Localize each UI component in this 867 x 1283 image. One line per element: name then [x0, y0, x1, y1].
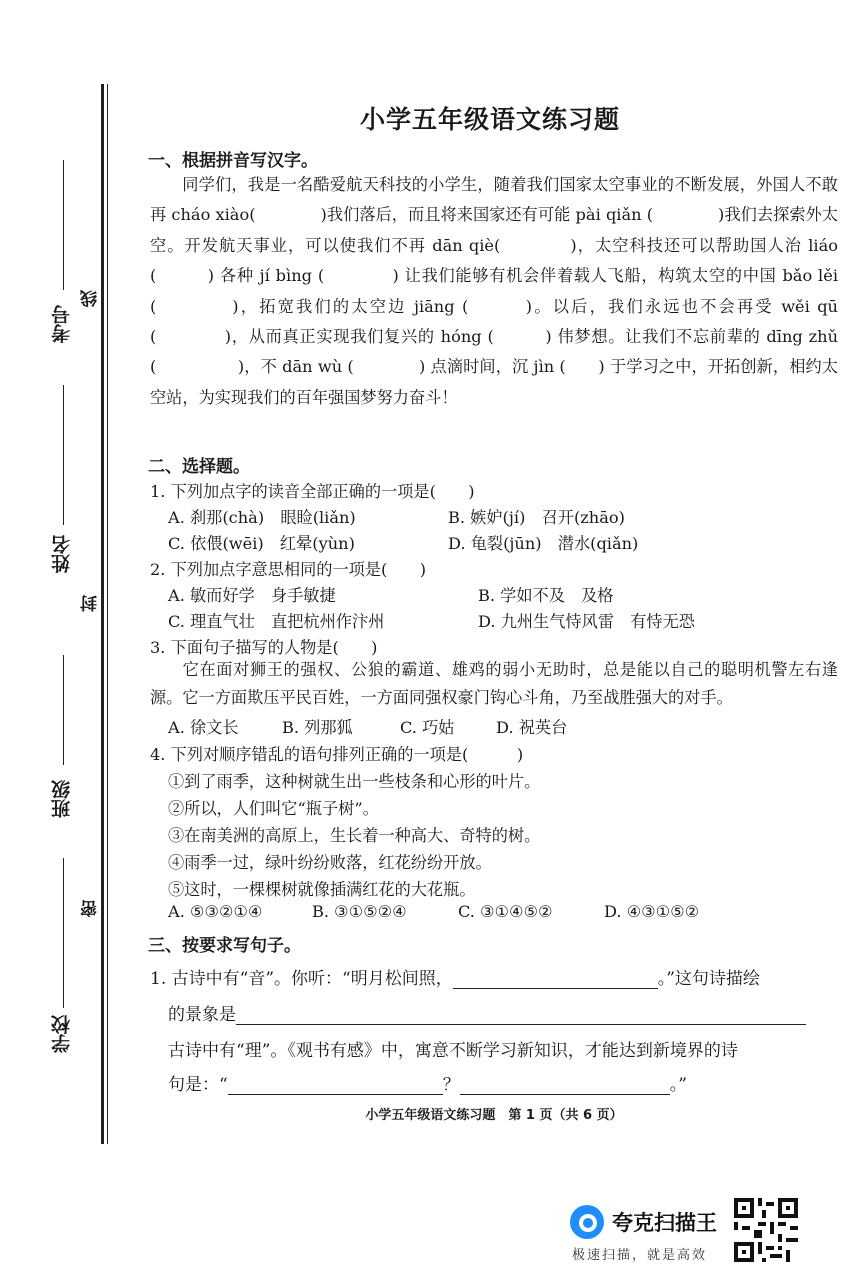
- section2-heading: 二、选择题。: [148, 457, 250, 477]
- seal-mi-char: 密: [81, 900, 101, 917]
- school-field[interactable]: [63, 858, 64, 1008]
- q4-sentence-2: ②所以，人们叫它“瓶子树”。: [168, 799, 379, 818]
- qr-code-icon: [734, 1198, 798, 1262]
- q4-stem: 4. 下列对顺序错乱的语句排列正确的一项是( ): [150, 745, 524, 764]
- section1-paragraph: [150, 170, 838, 413]
- poem-blank-3[interactable]: [460, 1076, 670, 1095]
- s3-line4: [168, 1070, 687, 1095]
- class-label: 班级: [51, 780, 73, 818]
- s3-line2-label: 的景象是: [168, 1005, 236, 1025]
- name-field[interactable]: [63, 385, 64, 525]
- q3-option-c[interactable]: C. 巧姑: [400, 718, 455, 737]
- q4-sentence-4: ④雨季一过，绿叶纷纷败落，红花纷纷开放。: [168, 853, 492, 872]
- class-field[interactable]: [63, 655, 64, 765]
- q3-stem: 3. 下面句子描写的人物是( ): [150, 638, 378, 657]
- q2-option-d[interactable]: D. 九州生气恃风雷 有恃无恐: [478, 612, 695, 631]
- q3-option-d[interactable]: D. 祝英台: [496, 718, 568, 737]
- q1-stem: 1. 下列加点字的读音全部正确的一项是( ): [150, 482, 475, 501]
- exam-no-label: 考号: [51, 305, 73, 343]
- scanner-slogan: 极速扫描，就是高效: [572, 1248, 708, 1263]
- q3-passage: [150, 656, 838, 712]
- binding-line-thick: [101, 84, 104, 1144]
- q4-sentence-5: ⑤这时，一棵棵树就像插满红花的大花瓶。: [168, 880, 476, 899]
- scanner-brand: [570, 1205, 717, 1239]
- q3-option-b[interactable]: B. 列那狐: [282, 718, 353, 737]
- q1-option-d[interactable]: D. 龟裂(jūn) 潜水(qiǎn): [448, 534, 639, 553]
- name-label: 姓名: [51, 535, 73, 573]
- q4-sentence-1: ①到了雨季，这种树就生出一些枝条和心形的叶片。: [168, 772, 541, 791]
- q4-option-b[interactable]: B. ③①⑤②④: [312, 902, 407, 921]
- q2-option-c[interactable]: C. 理直气壮 直把杭州作汴州: [168, 612, 385, 631]
- page-title: 小学五年级语文练习题: [359, 105, 620, 134]
- q1-option-b[interactable]: B. 嫉妒(jí) 召开(zhāo): [448, 508, 625, 527]
- exam-no-field[interactable]: [63, 160, 64, 290]
- q1-option-c[interactable]: C. 依偎(wēi) 红晕(yùn): [168, 534, 355, 553]
- s3-line4-prefix: 句是：“: [168, 1075, 228, 1095]
- section3-heading: 三、按要求写句子。: [148, 936, 301, 956]
- q4-sentence-3: ③在南美洲的高原上，生长着一种高大、奇特的树。: [168, 826, 541, 845]
- school-label: 学校: [51, 1015, 73, 1053]
- page-footer: 小学五年级语文练习题 第 1 页（共 6 页）: [365, 1108, 623, 1123]
- q4-option-a[interactable]: A. ⑤③②①④: [168, 902, 263, 921]
- binding-line-thin: [107, 84, 108, 1144]
- seal-feng-char: 封: [81, 595, 101, 612]
- s3-line3: 古诗中有“理”。《观书有感》中，寓意不断学习新知识，才能达到新境界的诗: [168, 1041, 738, 1061]
- s3-line1: [150, 964, 760, 989]
- poem-blank-1[interactable]: [453, 970, 658, 989]
- seal-line-char: 线: [81, 290, 101, 307]
- s3-line4-suffix: 。”: [669, 1075, 687, 1095]
- s3-line1-prefix: 1. 古诗中有“音”。你听：“明月松间照，: [150, 969, 453, 989]
- q3-option-a[interactable]: A. 徐文长: [168, 718, 239, 737]
- s3-line2: [168, 1000, 806, 1025]
- q1-option-a[interactable]: A. 刹那(chà) 眼睑(liǎn): [168, 508, 356, 527]
- q4-option-d[interactable]: D. ④③①⑤②: [604, 902, 700, 921]
- scene-blank[interactable]: [236, 1006, 806, 1025]
- poem-blank-2[interactable]: [228, 1076, 443, 1095]
- section1-text: 同学们，我是一名酷爱航天科技的小学生，随着我们国家太空事业的不断发展，外国人不敢再 cháo xiào( )我们落后，而且将来国家还有可能 pài qiǎn ( )我们去探索外太空。开发航天事业，可以使我们不再 dān qiè( )，太空科技还可以帮助国人治 liáo ( ) 各种 jí bìng ( ) 让我们能够有机会伴着载人飞船，构筑太空的中国 bǎo lěi ( )，拓宽我们的太空边 jiāng ( )。以后，我们永远也不会再受 wěi qū ( )，从而真正实现我们复兴的 hóng ( ) 伟梦想。让我们不忘前辈的 dīng zhǔ ( )，不 dān wù ( ) 点滴时间，沉 jìn ( ) 于学习之中，开拓创新，相约太空站，为实现我们的百年强国梦努力奋斗！: [150, 175, 838, 407]
- q3-passage-text: 它在面对狮王的强权、公狼的霸道、雄鸡的弱小无助时，总是能以自己的聪明机警左右逢源。它一方面欺压平民百姓，一方面同强权豪门钩心斗角，乃至战胜强大的对手。: [150, 660, 838, 707]
- q2-option-b[interactable]: B. 学如不及 及格: [478, 586, 614, 605]
- q4-option-c[interactable]: C. ③①④⑤②: [458, 902, 553, 921]
- s3-line1-suffix: 。”这句诗描绘: [657, 969, 760, 989]
- q2-stem: 2. 下列加点字意思相同的一项是( ): [150, 560, 427, 579]
- section1-heading: 一、根据拼音写汉字。: [148, 151, 318, 171]
- s3-line4-mid: ？: [442, 1075, 460, 1095]
- q2-option-a[interactable]: A. 敏而好学 身手敏捷: [168, 586, 336, 605]
- scanner-logo-icon: [570, 1205, 604, 1239]
- scanner-brand-name: 夸克扫描王: [612, 1211, 717, 1235]
